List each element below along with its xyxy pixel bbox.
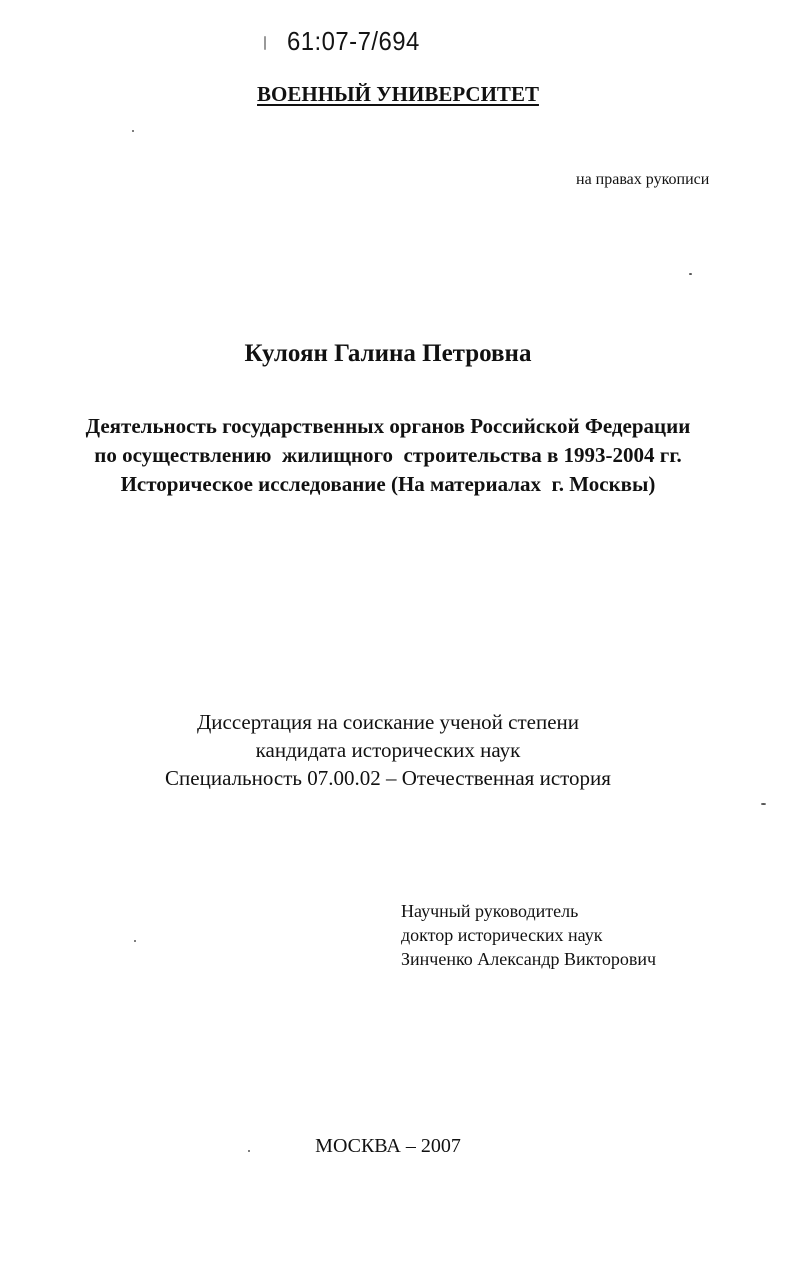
degree-line-2: кандидата исторических наук (255, 738, 521, 762)
scan-speck (132, 130, 134, 132)
degree-statement (0, 708, 776, 792)
scan-speck (689, 273, 692, 275)
scan-speck (264, 36, 266, 50)
archive-stamp-code: 61:07-7/694 (287, 26, 420, 56)
scan-speck (761, 803, 766, 805)
title-line-2: по осуществлению жилищного строительства в 1993-2004 гг. (94, 443, 682, 467)
advisor-name: Зинченко Александр Викторович (401, 949, 657, 969)
author-name: Кулоян Галина Петровна (244, 340, 532, 367)
scan-speck (248, 1150, 250, 1152)
title-line-3: Историческое исследование (На материалах г. Москвы) (120, 472, 656, 496)
manuscript-rights-note: на правах рукописи (576, 171, 710, 188)
advisor-degree: доктор исторических наук (401, 925, 603, 945)
title-line-1: Деятельность государственных органов Российской Федерации (85, 414, 691, 438)
scan-speck (134, 940, 136, 942)
scientific-advisor (401, 899, 656, 971)
city-and-year: МОСКВА – 2007 (315, 1135, 461, 1157)
university-name: ВОЕННЫЙ УНИВЕРСИТЕТ (257, 82, 539, 106)
dissertation-title (0, 412, 776, 499)
advisor-role: Научный руководитель (401, 901, 579, 921)
degree-specialty: Специальность 07.00.02 – Отечественная история (165, 766, 611, 790)
degree-line-1: Диссертация на соискание ученой степени (196, 710, 580, 734)
